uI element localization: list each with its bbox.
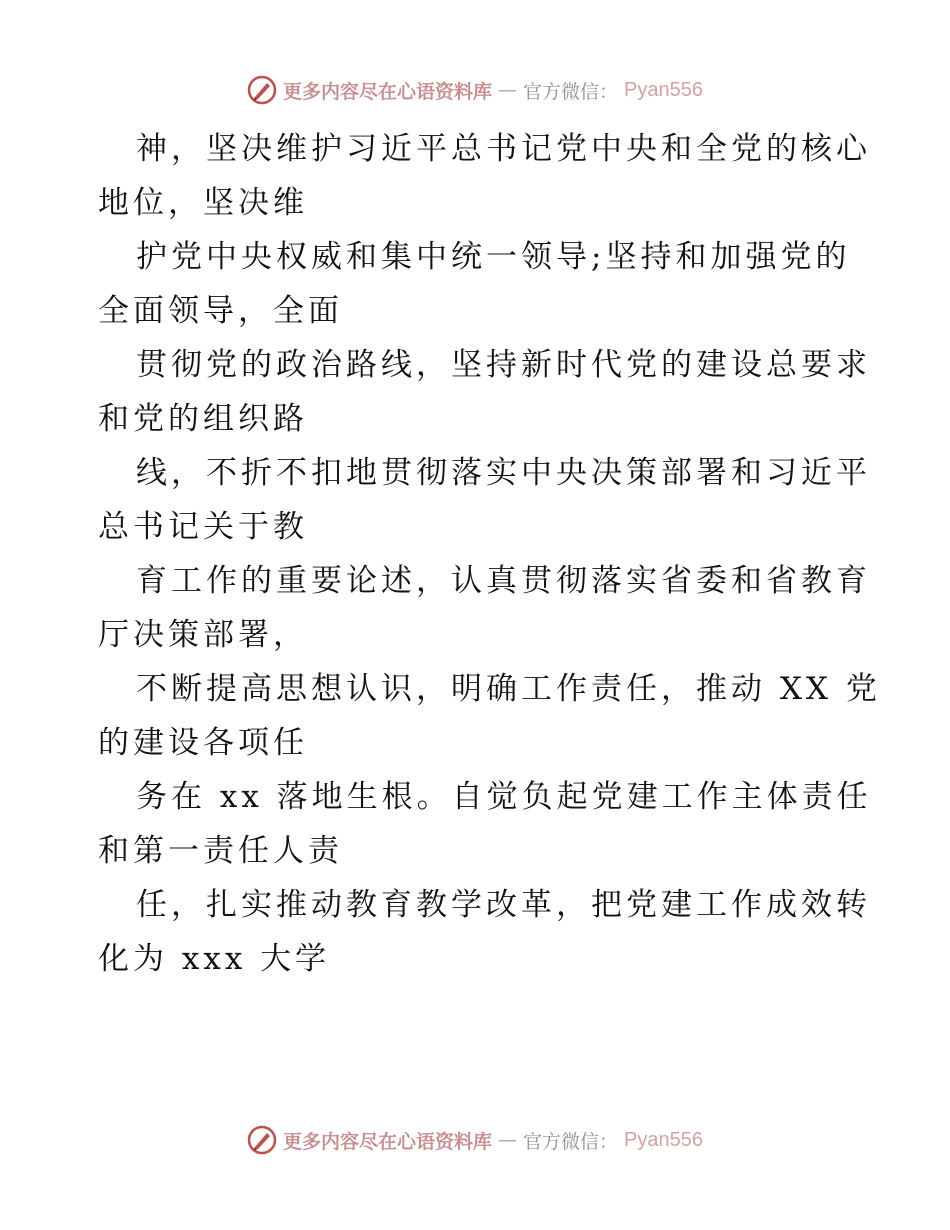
banner-wechat-id: Pyan556 bbox=[624, 1128, 703, 1151]
quill-pen-logo-icon bbox=[247, 1125, 277, 1155]
banner-dash: — bbox=[498, 79, 518, 101]
body-line: 化为 xxx 大学 bbox=[98, 941, 331, 977]
body-line: 总书记关于教 bbox=[98, 509, 308, 545]
body-line: 和第一责任人责 bbox=[98, 833, 343, 869]
body-line: 不断提高思想认识，明确工作责任，推动 XX 党 bbox=[136, 671, 881, 707]
banner-dash: — bbox=[498, 1129, 518, 1151]
body-line: 的建设各项任 bbox=[98, 725, 308, 761]
banner-site-name: 更多内容尽在心语资料库 bbox=[283, 80, 493, 103]
footer-banner bbox=[0, 1120, 950, 1160]
banner-wechat-label: 官方微信： bbox=[523, 80, 619, 103]
banner-wechat-label: 官方微信： bbox=[523, 1130, 619, 1153]
body-line: 育工作的重要论述，认真贯彻落实省委和省教育 bbox=[136, 563, 871, 599]
document-body bbox=[98, 122, 881, 986]
body-line: 护党中央权威和集中统一领导;坚持和加强党的 bbox=[136, 239, 851, 275]
body-line: 务在 xx 落地生根。自觉负起党建工作主体责任 bbox=[136, 779, 872, 815]
body-line: 地位，坚决维 bbox=[98, 185, 308, 221]
body-line: 贯彻党的政治路线，坚持新时代党的建设总要求 bbox=[136, 347, 871, 383]
header-banner bbox=[0, 70, 950, 110]
banner-wechat-id: Pyan556 bbox=[624, 78, 703, 101]
quill-pen-logo-icon bbox=[247, 75, 277, 105]
body-line: 厅决策部署， bbox=[98, 617, 308, 653]
banner-site-name: 更多内容尽在心语资料库 bbox=[283, 1130, 493, 1153]
body-line: 神，坚决维护习近平总书记党中央和全党的核心 bbox=[136, 131, 871, 167]
body-line: 和党的组织路 bbox=[98, 401, 308, 437]
body-line: 全面领导，全面 bbox=[98, 293, 343, 329]
body-line: 任，扎实推动教育教学改革，把党建工作成效转 bbox=[136, 887, 871, 923]
body-line: 线，不折不扣地贯彻落实中央决策部署和习近平 bbox=[136, 455, 871, 491]
